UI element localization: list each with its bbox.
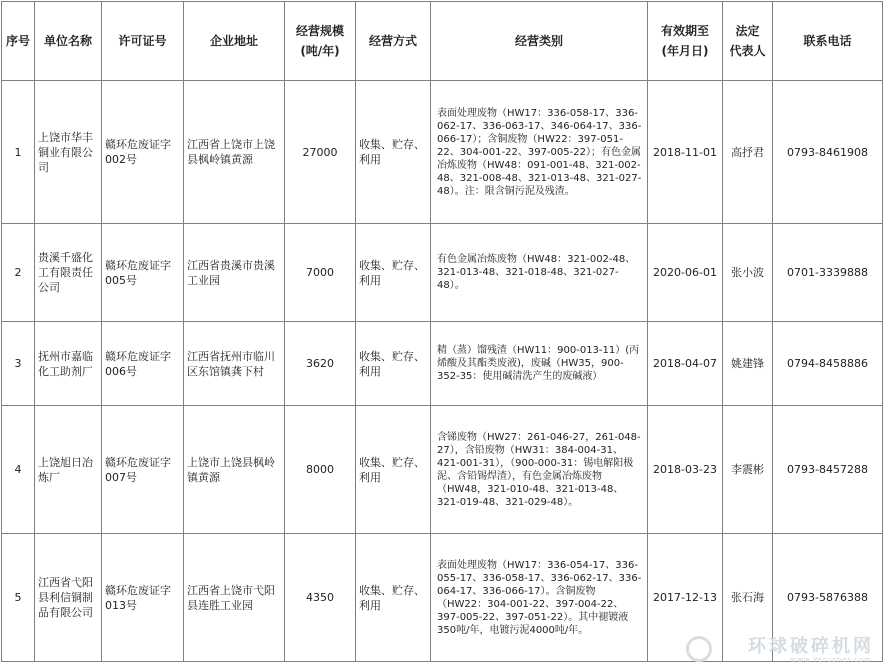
cell-phone: 0793-8461908	[773, 81, 883, 224]
cell-category: 表面处理废物（HW17：336-054-17、336-055-17、336-058-17、336-062-17、336-064-17、336-066-17）。含铜废物（HW22：304-001-22、397-004-22、397-005-22、397-051-22）。其中褪镀液350吨/年，电镀污泥4000吨/年。	[431, 534, 648, 662]
header-address: 企业地址	[184, 2, 285, 81]
cell-rep: 张石海	[723, 534, 773, 662]
header-license: 许可证号	[102, 2, 184, 81]
cell-phone: 0793-5876388	[773, 534, 883, 662]
cell-address: 江西省贵溪市贵溪工业园	[184, 224, 285, 322]
cell-license: 赣环危废证字005号	[102, 224, 184, 322]
cell-address: 江西省上饶市上饶县枫岭镇黄源	[184, 81, 285, 224]
cell-scale: 3620	[285, 322, 356, 406]
cell-no: 2	[2, 224, 35, 322]
cell-unit: 江西省弋阳县利信铜制品有限公司	[35, 534, 102, 662]
cell-unit: 抚州市嘉临化工助剂厂	[35, 322, 102, 406]
cell-phone: 0793-8457288	[773, 406, 883, 534]
cell-license: 赣环危废证字007号	[102, 406, 184, 534]
cell-license: 赣环危废证字006号	[102, 322, 184, 406]
cell-category: 表面处理废物（HW17：336-058-17、336-062-17、336-063-17、346-064-17、336-066-17）；含铜废物（HW22：397-051-22、304-001-22、397-005-22）；有色金属冶炼废物（HW48：091-001-48、321-002-48、321-008-48、321-013-48、321-027-48）。注：限含铜污泥及残渣。	[431, 81, 648, 224]
cell-rep: 姚建锋	[723, 322, 773, 406]
table-row	[2, 224, 883, 322]
cell-expiry: 2017-12-13	[648, 534, 723, 662]
cell-category: 含锑废物（HW27：261-046-27，261-048-27），含铅废物（HW31：384-004-31、421-001-31），（900-000-31：锡电解阳极泥、含铅锡焊渣），有色金属冶炼废物（HW48，321-010-48、321-013-48、321-019-48、321-029-48）。	[431, 406, 648, 534]
header-rep: 法定 代表人	[723, 2, 773, 81]
header-unit: 单位名称	[35, 2, 102, 81]
cell-license: 赣环危废证字013号	[102, 534, 184, 662]
header-row	[2, 2, 883, 81]
cell-phone: 0794-8458886	[773, 322, 883, 406]
cell-license: 赣环危废证字002号	[102, 81, 184, 224]
cell-scale: 4350	[285, 534, 356, 662]
cell-mode: 收集、贮存、利用	[356, 534, 431, 662]
cell-category: 有色金属冶炼废物（HW48：321-002-48、321-013-48、321-018-48、321-027-48）。	[431, 224, 648, 322]
cell-mode: 收集、贮存、利用	[356, 406, 431, 534]
table-row	[2, 81, 883, 224]
watermark-text: 环球破碎机网	[748, 636, 874, 657]
cell-no: 3	[2, 322, 35, 406]
header-category: 经营类别	[431, 2, 648, 81]
cell-no: 4	[2, 406, 35, 534]
cell-unit: 贵溪千盛化工有限责任公司	[35, 224, 102, 322]
watermark-logo-icon	[686, 636, 712, 662]
cell-phone: 0701-3339888	[773, 224, 883, 322]
hazardous-waste-license-table	[1, 1, 883, 662]
table-row	[2, 406, 883, 534]
cell-category: 精（蒸）馏残渣（HW11：900-013-11）(丙烯酸及其酯类废液)，废碱（HW35，900-352-35：使用碱清洗产生的废碱液）	[431, 322, 648, 406]
header-no: 序号	[2, 2, 35, 81]
cell-scale: 7000	[285, 224, 356, 322]
cell-unit: 上饶旭日冶炼厂	[35, 406, 102, 534]
header-phone: 联系电话	[773, 2, 883, 81]
header-scale: 经营规模 (吨/年)	[285, 2, 356, 81]
cell-address: 江西省上饶市弋阳县连胜工业园	[184, 534, 285, 662]
cell-expiry: 2018-04-07	[648, 322, 723, 406]
cell-expiry: 2020-06-01	[648, 224, 723, 322]
watermark-url: www.Yerusher.com	[790, 656, 872, 664]
cell-mode: 收集、贮存、利用	[356, 322, 431, 406]
cell-rep: 高抒君	[723, 81, 773, 224]
cell-address: 江西省抚州市临川区东馆镇龚下村	[184, 322, 285, 406]
cell-unit: 上饶市华丰铜业有限公司	[35, 81, 102, 224]
cell-expiry: 2018-11-01	[648, 81, 723, 224]
cell-expiry: 2018-03-23	[648, 406, 723, 534]
cell-scale: 8000	[285, 406, 356, 534]
header-expiry: 有效期至 (年月日)	[648, 2, 723, 81]
table-row	[2, 322, 883, 406]
cell-rep: 张小波	[723, 224, 773, 322]
cell-no: 5	[2, 534, 35, 662]
cell-no: 1	[2, 81, 35, 224]
cell-scale: 27000	[285, 81, 356, 224]
cell-rep: 李震彬	[723, 406, 773, 534]
header-mode: 经营方式	[356, 2, 431, 81]
cell-mode: 收集、贮存、利用	[356, 81, 431, 224]
cell-address: 上饶市上饶县枫岭镇黄源	[184, 406, 285, 534]
cell-mode: 收集、贮存、利用	[356, 224, 431, 322]
